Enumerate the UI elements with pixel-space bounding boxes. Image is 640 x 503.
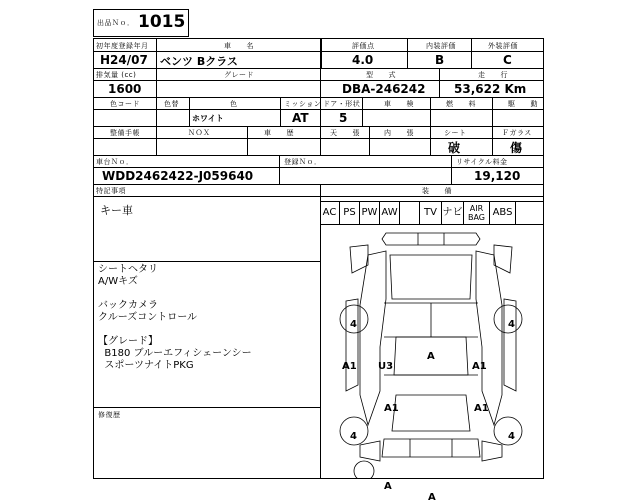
- repair-label: 修復歴: [98, 411, 121, 419]
- notes-top: キー車: [100, 204, 133, 217]
- glass-value: 傷: [510, 141, 523, 155]
- displacement-label: 排気量 (cc): [96, 71, 137, 79]
- mileage-value: 53,622 Km: [454, 82, 527, 96]
- damage-mark-wheel-fr: 4: [508, 319, 515, 330]
- damage-mark-door-rl: A1: [384, 403, 399, 414]
- doors-label: ドア・形状: [323, 100, 361, 108]
- note-line: A/Wキズ: [98, 276, 138, 287]
- note-line: クルーズコントロール: [98, 312, 197, 323]
- interior-value: B: [435, 53, 445, 67]
- equipment-cell: AIR BAG: [464, 201, 490, 224]
- equipment-cell: PS: [340, 201, 360, 224]
- damage-mark-door-fl: U3: [378, 361, 394, 372]
- note-line: [98, 324, 252, 336]
- history-label: 車 歴: [264, 129, 294, 137]
- equipment-cell: ABS: [490, 201, 516, 224]
- color-code-label: 色コード: [110, 100, 140, 108]
- reg-no-label: 登録Ｎｏ．: [284, 158, 322, 166]
- mileage-label: 走 行: [478, 71, 508, 79]
- damage-mark-door-rr: A1: [474, 403, 489, 414]
- note-line: [98, 288, 252, 300]
- damage-mark-fender-r: A1: [472, 361, 487, 372]
- exterior-label: 外装評価: [488, 42, 518, 50]
- damage-mark-hood: A: [427, 351, 435, 362]
- equipment-cell: ナビ: [442, 201, 464, 224]
- nox-label: ＮＯＸ: [188, 129, 211, 137]
- damage-mark-fender-l: A1: [342, 361, 357, 372]
- color-label: 色: [230, 100, 238, 108]
- right-body: [476, 251, 502, 425]
- note-line: バックカメラ: [98, 300, 158, 311]
- spare-wheel: [354, 461, 374, 479]
- damage-mark-wheel-rr: 4: [508, 431, 515, 442]
- transmission-value: AT: [292, 111, 309, 125]
- equipment-cell: [400, 201, 420, 224]
- score-label: 評価点: [352, 42, 375, 50]
- car-name-value: ベンツ Bクラス: [160, 55, 238, 68]
- exterior-value: C: [503, 53, 512, 67]
- damage-mark-wheel-rl: 4: [350, 431, 357, 442]
- lot-box: [93, 9, 189, 37]
- recycle-label: リサイクル料金: [456, 158, 508, 166]
- note-line: B180 ブルーエフィシェーンシー: [98, 348, 252, 359]
- drive-label: 駆 動: [508, 100, 538, 108]
- note-line: 【グレード】: [98, 336, 158, 347]
- color-value: ホワイト: [192, 114, 224, 123]
- note-line: スポーツナイトPKG: [98, 360, 194, 371]
- notes-body: [98, 264, 252, 372]
- model-code-label: 型 式: [366, 71, 396, 79]
- chassis-value: WDD2462422-J059640: [102, 169, 254, 183]
- inspection-label: 車 検: [384, 100, 414, 108]
- damage-mark-wheel-fl: 4: [350, 319, 357, 330]
- chassis-label: 車台Ｎｏ．: [96, 158, 134, 166]
- glass-label: Ｆガラス: [502, 129, 532, 137]
- manual-label: 整備手帳: [110, 129, 140, 137]
- equipment-cell: AW: [380, 201, 400, 224]
- equipment-label: 装 備: [422, 187, 452, 195]
- displacement-value: 1600: [108, 82, 142, 96]
- damage-mark-bumper-rear: A: [428, 492, 436, 503]
- note-line: シートヘタリ: [98, 264, 158, 275]
- seat-value: 破: [448, 141, 461, 155]
- seat-label: シート: [444, 129, 467, 137]
- inspection-sheet: [93, 38, 544, 503]
- equipment-cell: PW: [360, 201, 380, 224]
- lot-label: 出品Ｎｏ．: [97, 19, 135, 27]
- equipment-grid: [320, 201, 543, 224]
- score-value: 4.0: [352, 53, 374, 67]
- rear-bumper: [382, 439, 480, 457]
- car-name-label: 車 名: [224, 42, 254, 50]
- awning-label: 天 張: [330, 129, 360, 137]
- front-bumper: [382, 233, 480, 245]
- left-body: [360, 251, 386, 425]
- equipment-cell: AC: [320, 201, 340, 224]
- transmission-label: ミッション: [284, 100, 322, 108]
- doors-value: 5: [339, 111, 348, 125]
- model-code-value: DBA-246242: [342, 82, 426, 96]
- equipment-cell: TV: [420, 201, 442, 224]
- lot-number: 1015: [138, 12, 186, 32]
- fuel-label: 燃 料: [446, 100, 476, 108]
- notes-label: 特記事項: [96, 187, 126, 195]
- recycle-value: 19,120: [474, 169, 521, 183]
- trunk-panel: [392, 395, 470, 431]
- hood-panel: [390, 255, 472, 299]
- reg-date-value: H24/07: [100, 53, 148, 67]
- grade-label: グレード: [224, 71, 254, 79]
- color-exchange-label: 色替: [164, 100, 179, 108]
- damage-mark-bumper-rear-l: A: [384, 481, 392, 492]
- interior-label: 内装評価: [426, 42, 456, 50]
- inner-awning-label: 内 張: [384, 129, 414, 137]
- reg-date-label: 初年度登録年月: [96, 42, 149, 50]
